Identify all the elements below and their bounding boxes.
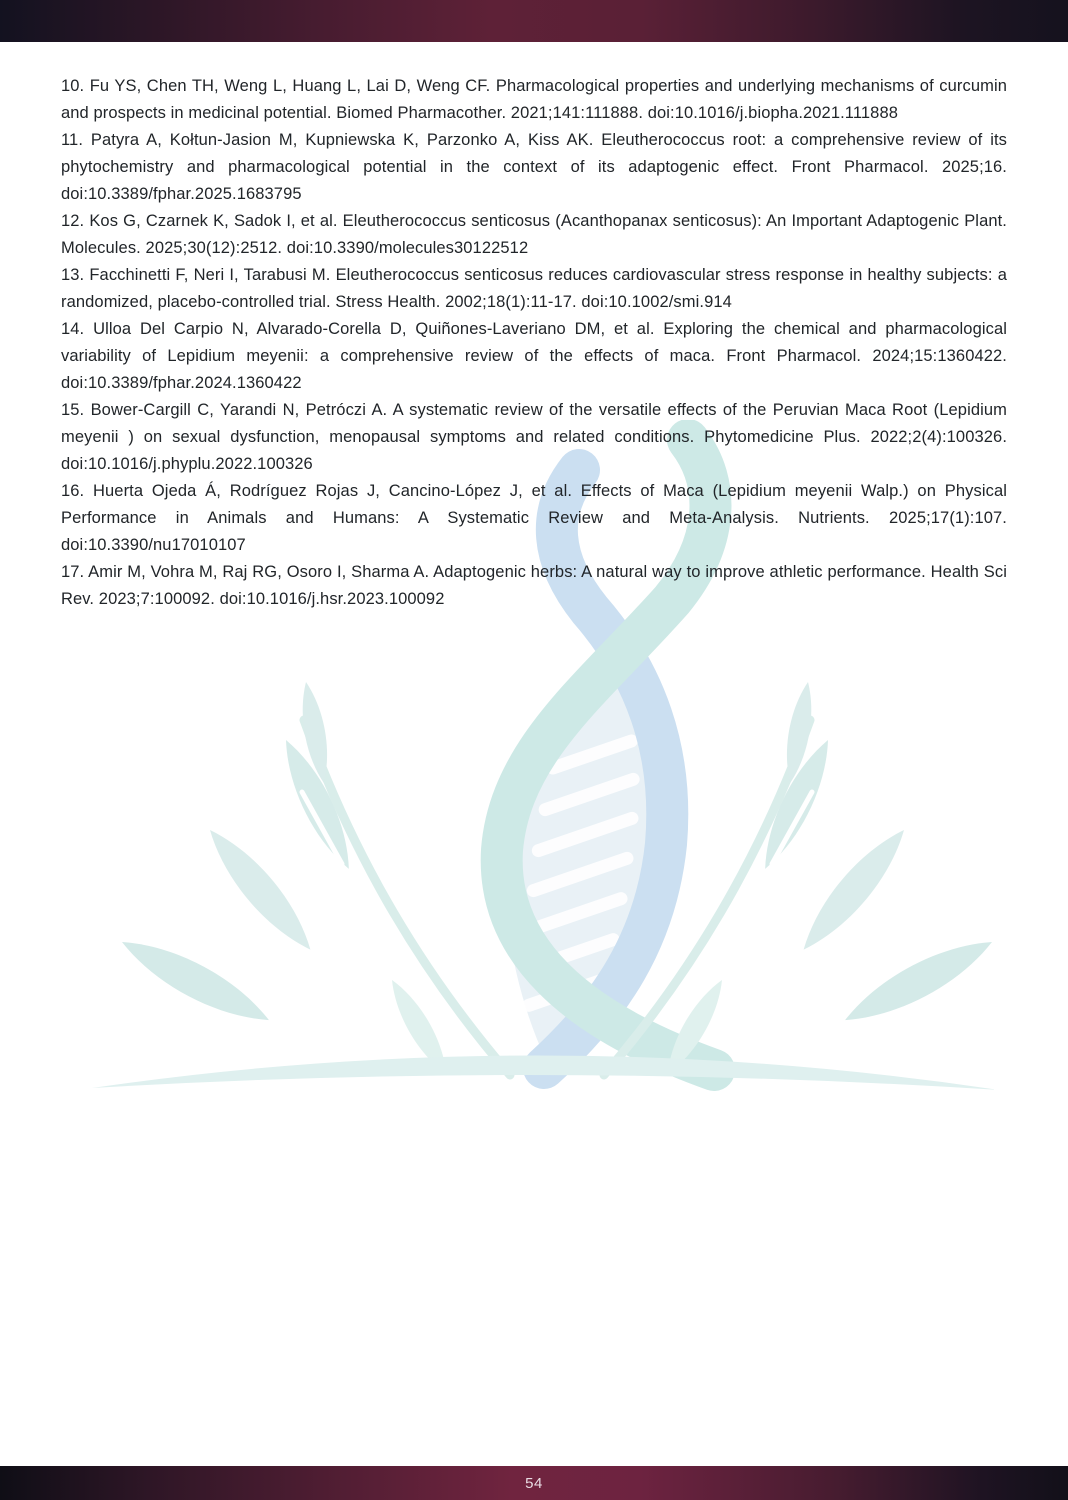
ground-swoosh xyxy=(92,1055,994,1090)
reference-item: 17. Amir M, Vohra M, Raj RG, Osoro I, Sharma A. Adaptogenic herbs: A natural way to improve athletic performance. Health Sci Rev. 2023;7:100092. doi:10.1016/j.hsr.2023.100092 xyxy=(61,563,1007,608)
laurel-branch-left xyxy=(114,680,510,1079)
references-list xyxy=(61,73,1007,613)
reference-item: 12. Kos G, Czarnek K, Sadok I, et al. Eleutherococcus senticosus (Acanthopanax senticosus): An Important Adaptogenic Plant. Molecules. 2025;30(12):2512. doi:10.3390/molecules30122512 xyxy=(61,212,1007,257)
reference-item: 16. Huerta Ojeda Á, Rodríguez Rojas J, Cancino-López J, et al. Effects of Maca (Lepidium meyenii Walp.) on Physical Performance in Animals and Humans: A Systematic Review and Meta-Analysis. Nutrients. 2025;17(1):107. doi:10.3390/nu17010107 xyxy=(61,482,1007,554)
reference-item: 15. Bower-Cargill C, Yarandi N, Petróczi A. A systematic review of the versatile effects of the Peruvian Maca Root (Lepidium meyenii ) on sexual dysfunction, menopausal symptoms and related conditions. Phytomedicine Plus. 2022;2(4):100326. doi:10.1016/j.phyplu.2022.100326 xyxy=(61,401,1007,473)
page-number: 54 xyxy=(525,1474,543,1492)
reference-item: 11. Patyra A, Kołtun-Jasion M, Kupniewska K, Parzonko A, Kiss AK. Eleutherococcus root: a comprehensive review of its phytochemistry and pharmacological potential in the context of its adaptogenic effect. Front Pharmacol. 2025;16. doi:10.3389/fphar.2025.1683795 xyxy=(61,131,1007,203)
laurel-branch-right xyxy=(604,680,994,1079)
reference-item: 13. Facchinetti F, Neri I, Tarabusi M. Eleutherococcus senticosus reduces cardiovascular stress response in healthy subjects: a randomized, placebo-controlled trial. Stress Health. 2002;18(1):11-17. doi:10.1002/smi.914 xyxy=(61,266,1007,311)
footer-bar xyxy=(0,1466,1068,1500)
reference-item: 10. Fu YS, Chen TH, Weng L, Huang L, Lai D, Weng CF. Pharmacological properties and underlying mechanisms of curcumin and prospects in medicinal potential. Biomed Pharmacother. 2021;141:111888. doi:10.1016/j.biopha.2021.111888 xyxy=(61,77,1007,122)
top-border-bar xyxy=(0,0,1068,42)
reference-item: 14. Ulloa Del Carpio N, Alvarado-Corella D, Quiñones-Laveriano DM, et al. Exploring the chemical and pharmacological variability of Lepidium meyenii: a comprehensive review of the effects of maca. Front Pharmacol. 2024;15:1360422. doi:10.3389/fphar.2024.1360422 xyxy=(61,320,1007,392)
